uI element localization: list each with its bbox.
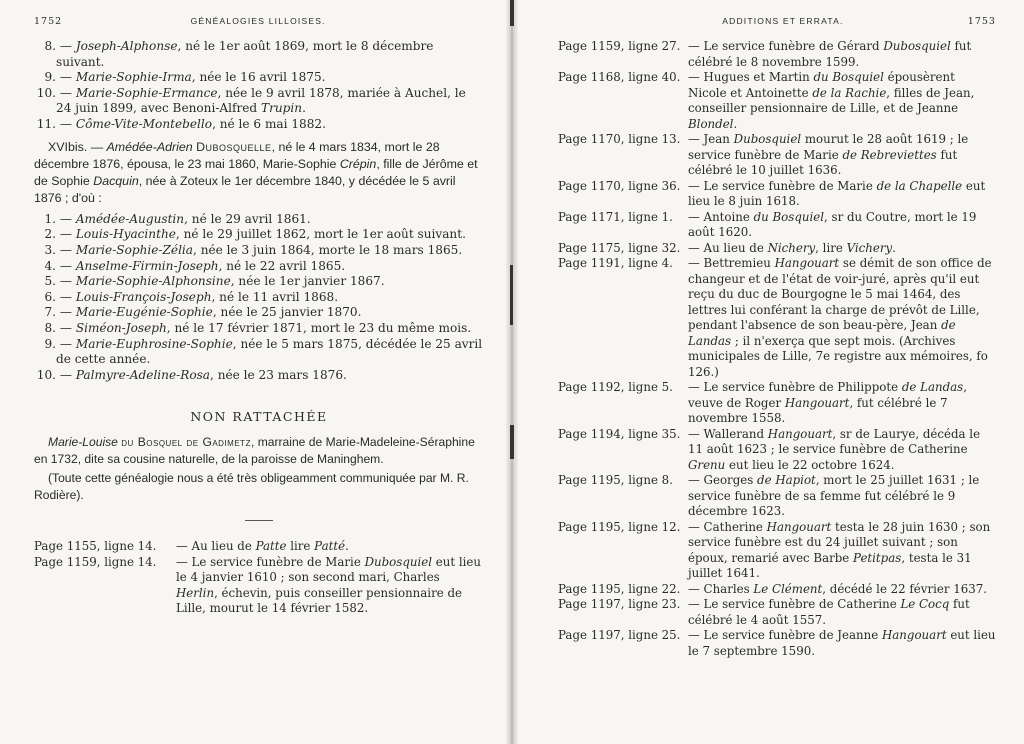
child-dash: — [59, 289, 76, 304]
errata-name: Dubosquiel [364, 554, 433, 569]
child-details: , née le 3 juin 1864, morte le 18 mars 1865. [193, 242, 463, 257]
child-number: 1. [44, 211, 56, 226]
errata-fragment: — Le service funèbre de Jeanne [688, 628, 882, 642]
errata-name: Hangouart [774, 256, 840, 270]
errata-entry [558, 70, 996, 132]
right-running-title: ADDITIONS ET ERRATA. [722, 16, 844, 26]
errata-fragment: mourut le 28 août 1619 ; le service funèbre de Marie [688, 132, 969, 162]
errata-name: Herlin [176, 585, 215, 600]
child-name: Amédée-Augustin [75, 211, 185, 226]
errata-fragment: . [892, 240, 896, 255]
child-name: Louis-Hyacinthe [75, 227, 176, 242]
children-list-b [34, 212, 484, 384]
nr-surname: du Bosquel de Gadimetz [121, 435, 251, 450]
errata-reference: Page 1197, ligne 25. [558, 628, 681, 642]
errata-name: Blondel [688, 116, 734, 131]
child-number: 5. [44, 274, 56, 289]
child-details-end: . [302, 101, 306, 116]
book-gutter [506, 0, 518, 744]
errata-name: Hangouart [766, 519, 832, 534]
child-entry [34, 274, 484, 290]
errata-entry [558, 210, 996, 241]
child-number: 2. [44, 227, 56, 242]
child-entry [34, 117, 484, 133]
errata-fragment: — Hugues et Martin [688, 70, 814, 84]
child-dash: — [59, 211, 76, 226]
child-entry [34, 243, 484, 259]
child-number: 8. [44, 39, 56, 53]
errata-fragment: — Le service funèbre de Philippote [688, 380, 902, 394]
left-errata-list [34, 539, 484, 617]
child-number: 11. [36, 116, 56, 131]
errata-reference: Page 1192, ligne 5. [558, 380, 673, 394]
child-entry [34, 305, 484, 321]
child-name: Marie-Sophie-Ermance [75, 85, 218, 100]
child-number: 4. [44, 258, 56, 273]
entry-label: XVIbis. [48, 139, 88, 154]
errata-fragment: — Le service funèbre de Marie [176, 554, 365, 569]
errata-name: Patté [314, 539, 346, 554]
errata-fragment: , testa le 31 juillet 1641. [688, 550, 972, 580]
entry-dash: — [87, 139, 107, 154]
child-dash: — [59, 70, 76, 85]
nr-note: (Toute cette généalogie nous a été très obligeamment communiquée par M. R. Rodière). [34, 470, 469, 502]
errata-text [688, 427, 996, 474]
child-details: , née le 1er janvier 1867. [230, 274, 385, 289]
errata-fragment: , fut célébré le 7 novembre 1558. [688, 395, 948, 425]
errata-fragment: épousèrent Nicole et Antoinette [688, 70, 955, 100]
child-name: Côme-Vite-Montebello [75, 116, 213, 131]
entry-spouse: Crépin [339, 156, 377, 171]
errata-fragment: fut célébré le 4 août 1557. [688, 597, 970, 627]
errata-entry [34, 539, 484, 555]
errata-text [688, 597, 996, 628]
errata-name: Petitpas [853, 550, 902, 565]
section-title-non-rattachee: NON RATTACHÉE [190, 409, 328, 425]
child-number: 10. [36, 367, 56, 382]
errata-reference: Page 1171, ligne 1. [558, 209, 673, 224]
child-dash: — [59, 336, 76, 351]
right-page-number: 1753 [967, 16, 996, 27]
child-name: Joseph-Alphonse [75, 39, 178, 53]
errata-entry [34, 555, 484, 617]
errata-reference: Page 1195, ligne 8. [558, 473, 673, 487]
gutter-mark [510, 0, 514, 26]
child-dash: — [59, 39, 76, 53]
errata-name: Dubosquiel [883, 39, 951, 53]
errata-reference: Page 1175, ligne 32. [558, 240, 681, 255]
child-entry [34, 337, 484, 368]
errata-text [688, 628, 996, 659]
child-entry [34, 290, 484, 306]
right-errata-list [558, 39, 996, 659]
errata-name: Nichery [767, 240, 816, 255]
child-entry [34, 212, 484, 228]
errata-entry [558, 39, 996, 70]
errata-fragment: — Charles [688, 581, 754, 596]
child-entry [34, 39, 484, 70]
children-list-a [34, 39, 484, 133]
errata-name: Le Cocq [900, 597, 950, 611]
errata-text [176, 555, 484, 617]
child-number: 9. [44, 70, 56, 85]
errata-name: de la Rachie [812, 85, 887, 100]
errata-fragment: , veuve de Roger [688, 380, 967, 410]
child-number: 7. [44, 305, 56, 320]
entry-name: Amédée-Adrien [106, 139, 193, 154]
errata-entry [558, 380, 996, 427]
errata-fragment: — Wallerand [688, 426, 768, 441]
errata-text [688, 70, 996, 132]
child-name: Marie-Euphrosine-Sophie [75, 336, 233, 351]
errata-entry [558, 597, 996, 628]
errata-fragment: eut lieu le 8 juin 1618. [688, 178, 986, 208]
section-divider [245, 520, 273, 521]
child-details: , né le 6 mai 1882. [212, 116, 326, 131]
child-name: Siméon-Joseph [75, 320, 167, 335]
errata-name: Patte [255, 539, 287, 554]
errata-text [688, 210, 996, 241]
errata-text [688, 473, 996, 520]
errata-text [688, 380, 996, 427]
child-details: , né le 29 juillet 1862, mort le 1er août suivant. [175, 227, 466, 242]
child-name: Marie-Sophie-Irma [75, 70, 192, 85]
errata-reference: Page 1155, ligne 14. [34, 539, 157, 554]
errata-name: de Rebreviettes [842, 147, 937, 162]
errata-fragment: , mort le 25 juillet 1631 ; le service funèbre de sa femme fut célébré le 9 décembre 1623. [688, 473, 980, 518]
errata-fragment: se démit de son office de changeur et de l'état de voir-juré, après qu'il eut reçu du duc de Bourgogne le 5 mai 1464, des lettres lui conférant la charge de prévôt de Lille, pendant l'absence de son beau-père, Jean [688, 256, 992, 332]
errata-fragment: , décédé le 22 février 1637. [822, 581, 988, 596]
errata-fragment: — Le service funèbre de Marie [688, 178, 877, 193]
child-details: , née le 16 avril 1875. [191, 70, 326, 85]
child-entry [34, 70, 484, 86]
errata-reference: Page 1195, ligne 22. [558, 581, 681, 596]
child-details: , née le 23 mars 1876. [210, 367, 347, 382]
errata-text [688, 241, 996, 257]
errata-name: Vichery [846, 240, 893, 255]
errata-fragment: — Georges [688, 473, 758, 487]
errata-name: Hangouart [881, 628, 947, 642]
child-entry [34, 259, 484, 275]
errata-name: du Bosquiel [753, 209, 825, 224]
child-details: , né le 29 avril 1861. [184, 211, 311, 226]
child-dash: — [59, 116, 76, 131]
errata-reference: Page 1197, ligne 23. [558, 597, 681, 611]
errata-entry [558, 241, 996, 257]
errata-entry [558, 628, 996, 659]
errata-fragment: , filles de Jean, conseiller pensionnaire de Lille, et de Jeanne [688, 85, 975, 115]
errata-fragment: , échevin, puis conseiller pensionnaire de Lille, mourut le 14 février 1582. [176, 585, 462, 616]
child-dash: — [59, 258, 76, 273]
errata-reference: Page 1194, ligne 35. [558, 426, 681, 441]
child-details: , née le 5 mars 1875, décédée le 25 avril de cette année. [56, 336, 483, 367]
child-dash: — [59, 305, 76, 320]
child-dash: — [59, 320, 76, 335]
nr-text: , marraine de Marie-Madeleine-Séraphine en 1732, dite sa cousine naturelle, de la paroisse de Maninghem. [34, 435, 475, 467]
errata-fragment: testa le 28 juin 1630 ; son service funèbre est du 24 juillet suivant ; son époux, remarié avec Barbe [688, 519, 991, 565]
errata-name: Grenu [688, 457, 726, 472]
child-dash: — [59, 227, 76, 242]
left-page [0, 0, 506, 744]
child-name: Marie-Sophie-Alphonsine [75, 274, 231, 289]
errata-reference: Page 1170, ligne 13. [558, 132, 681, 146]
errata-name: de Hapiot [757, 473, 816, 487]
errata-reference: Page 1168, ligne 40. [558, 70, 681, 84]
child-name: Anselme-Firmin-Joseph [75, 258, 219, 273]
child-details: , née le 9 avril 1878, mariée à Auchel, le 24 juin 1899, avec Benoni-Alfred [56, 85, 466, 116]
errata-fragment: — Au lieu de [176, 539, 256, 554]
errata-fragment: eut lieu le 7 septembre 1590. [688, 628, 996, 658]
errata-name: du Bosquiel [813, 70, 884, 84]
errata-text [688, 132, 996, 179]
errata-fragment: lire [286, 539, 315, 554]
errata-fragment: — Antoine [688, 209, 754, 224]
errata-fragment: , sr du Coutre, mort le 19 août 1620. [688, 209, 977, 239]
child-dash: — [59, 85, 76, 100]
errata-reference: Page 1191, ligne 4. [558, 256, 673, 270]
child-entry [34, 227, 484, 243]
entry-mother: Dacquin [93, 174, 139, 189]
errata-fragment: — Au lieu de [688, 240, 768, 255]
errata-reference: Page 1195, ligne 12. [558, 519, 681, 534]
errata-entry [558, 256, 996, 380]
right-page-header [558, 16, 996, 27]
errata-reference: Page 1170, ligne 36. [558, 178, 681, 193]
child-name: Marie-Eugénie-Sophie [75, 305, 213, 320]
errata-fragment: . [733, 116, 738, 131]
errata-fragment: . [345, 539, 349, 554]
left-page-header [34, 16, 484, 27]
genealogy-entry-xvibis [34, 139, 484, 208]
child-name: Louis-François-Joseph [75, 289, 212, 304]
errata-name: Dubosquiel [733, 132, 802, 146]
child-entry [34, 368, 484, 384]
child-details: , né le 17 février 1871, mort le 23 du même mois. [166, 320, 472, 335]
errata-fragment: — Bettremieu [688, 256, 775, 270]
errata-text [688, 582, 996, 598]
child-details: , né le 1er août 1869, mort le 8 décembre suivant. [56, 39, 434, 69]
errata-reference: Page 1159, ligne 14. [34, 554, 157, 569]
errata-text [688, 256, 996, 380]
errata-fragment: ; il n'exerça que sept mois. (Archives municipales de Lille, 7e registre aux mémoires, fo 126.) [688, 333, 988, 379]
entry-text-2: , fille de Jérôme et de Sophie [34, 156, 478, 189]
child-number: 3. [44, 242, 56, 257]
non-rattachee-entry [34, 434, 484, 468]
child-dash: — [59, 274, 76, 289]
errata-fragment: fut célébré le 8 novembre 1599. [688, 39, 972, 69]
gutter-mark [510, 425, 514, 459]
errata-fragment: , sr de Laurye, décéda le 11 août 1623 ; le service funèbre de Catherine [688, 426, 981, 456]
errata-reference: Page 1159, ligne 27. [558, 39, 681, 53]
child-number: 8. [44, 320, 56, 335]
errata-fragment: — Le service funèbre de Catherine [688, 597, 901, 611]
child-name: Marie-Sophie-Zélia [75, 242, 194, 257]
child-number: 10. [36, 85, 56, 100]
right-page [518, 0, 1024, 744]
gutter-mark [510, 265, 513, 325]
errata-fragment: — Catherine [688, 519, 767, 534]
nr-name: Marie-Louise [48, 435, 118, 450]
errata-fragment: — Le service funèbre de Gérard [688, 39, 884, 53]
entry-text-1: , né le 4 mars 1834, mort le 28 décembre 1876, épousa, le 23 mai 1860, Marie-Sophie [34, 139, 440, 171]
left-running-title: GÉNÉALOGIES LILLOISES. [190, 16, 326, 26]
errata-entry [558, 132, 996, 179]
errata-name: Hangouart [784, 395, 850, 410]
child-number: 9. [44, 336, 56, 351]
errata-entry [558, 427, 996, 474]
errata-name: de Landas [688, 318, 956, 348]
left-page-number: 1752 [34, 16, 63, 27]
errata-entry [558, 179, 996, 210]
errata-fragment: , lire [815, 240, 847, 255]
errata-name: de la Chapelle [876, 178, 963, 193]
child-dash: — [59, 242, 76, 257]
child-details: , née le 25 janvier 1870. [212, 305, 362, 320]
child-entry [34, 321, 484, 337]
errata-fragment: eut lieu le 22 octobre 1624. [725, 457, 895, 472]
errata-text [688, 39, 996, 70]
child-number: 6. [44, 289, 56, 304]
entry-surname: Dubosquelle [196, 139, 272, 154]
errata-name: Hangouart [767, 426, 833, 441]
child-spouse: Trupin [261, 101, 303, 116]
child-name: Palmyre-Adeline-Rosa [75, 367, 211, 382]
errata-entry [558, 582, 996, 598]
errata-text [688, 179, 996, 210]
child-details: , né le 22 avril 1865. [218, 258, 346, 273]
errata-name: de Landas [901, 380, 964, 394]
child-entry [34, 86, 484, 117]
errata-name: Le Clément [753, 581, 823, 596]
child-details: , né le 11 avril 1868. [211, 289, 339, 304]
errata-entry [558, 473, 996, 520]
errata-text [176, 539, 484, 555]
errata-fragment: fut célébré le 10 juillet 1636. [688, 147, 958, 177]
errata-fragment: — Jean [688, 132, 734, 146]
errata-fragment: eut lieu le 4 janvier 1610 ; son second mari, Charles [176, 554, 481, 585]
child-dash: — [59, 367, 76, 382]
entry-text-3: , née à Zoteux le 1er décembre 1840, y décédée le 5 avril 1876 ; d'où : [34, 174, 456, 206]
errata-text [688, 520, 996, 582]
errata-entry [558, 520, 996, 582]
